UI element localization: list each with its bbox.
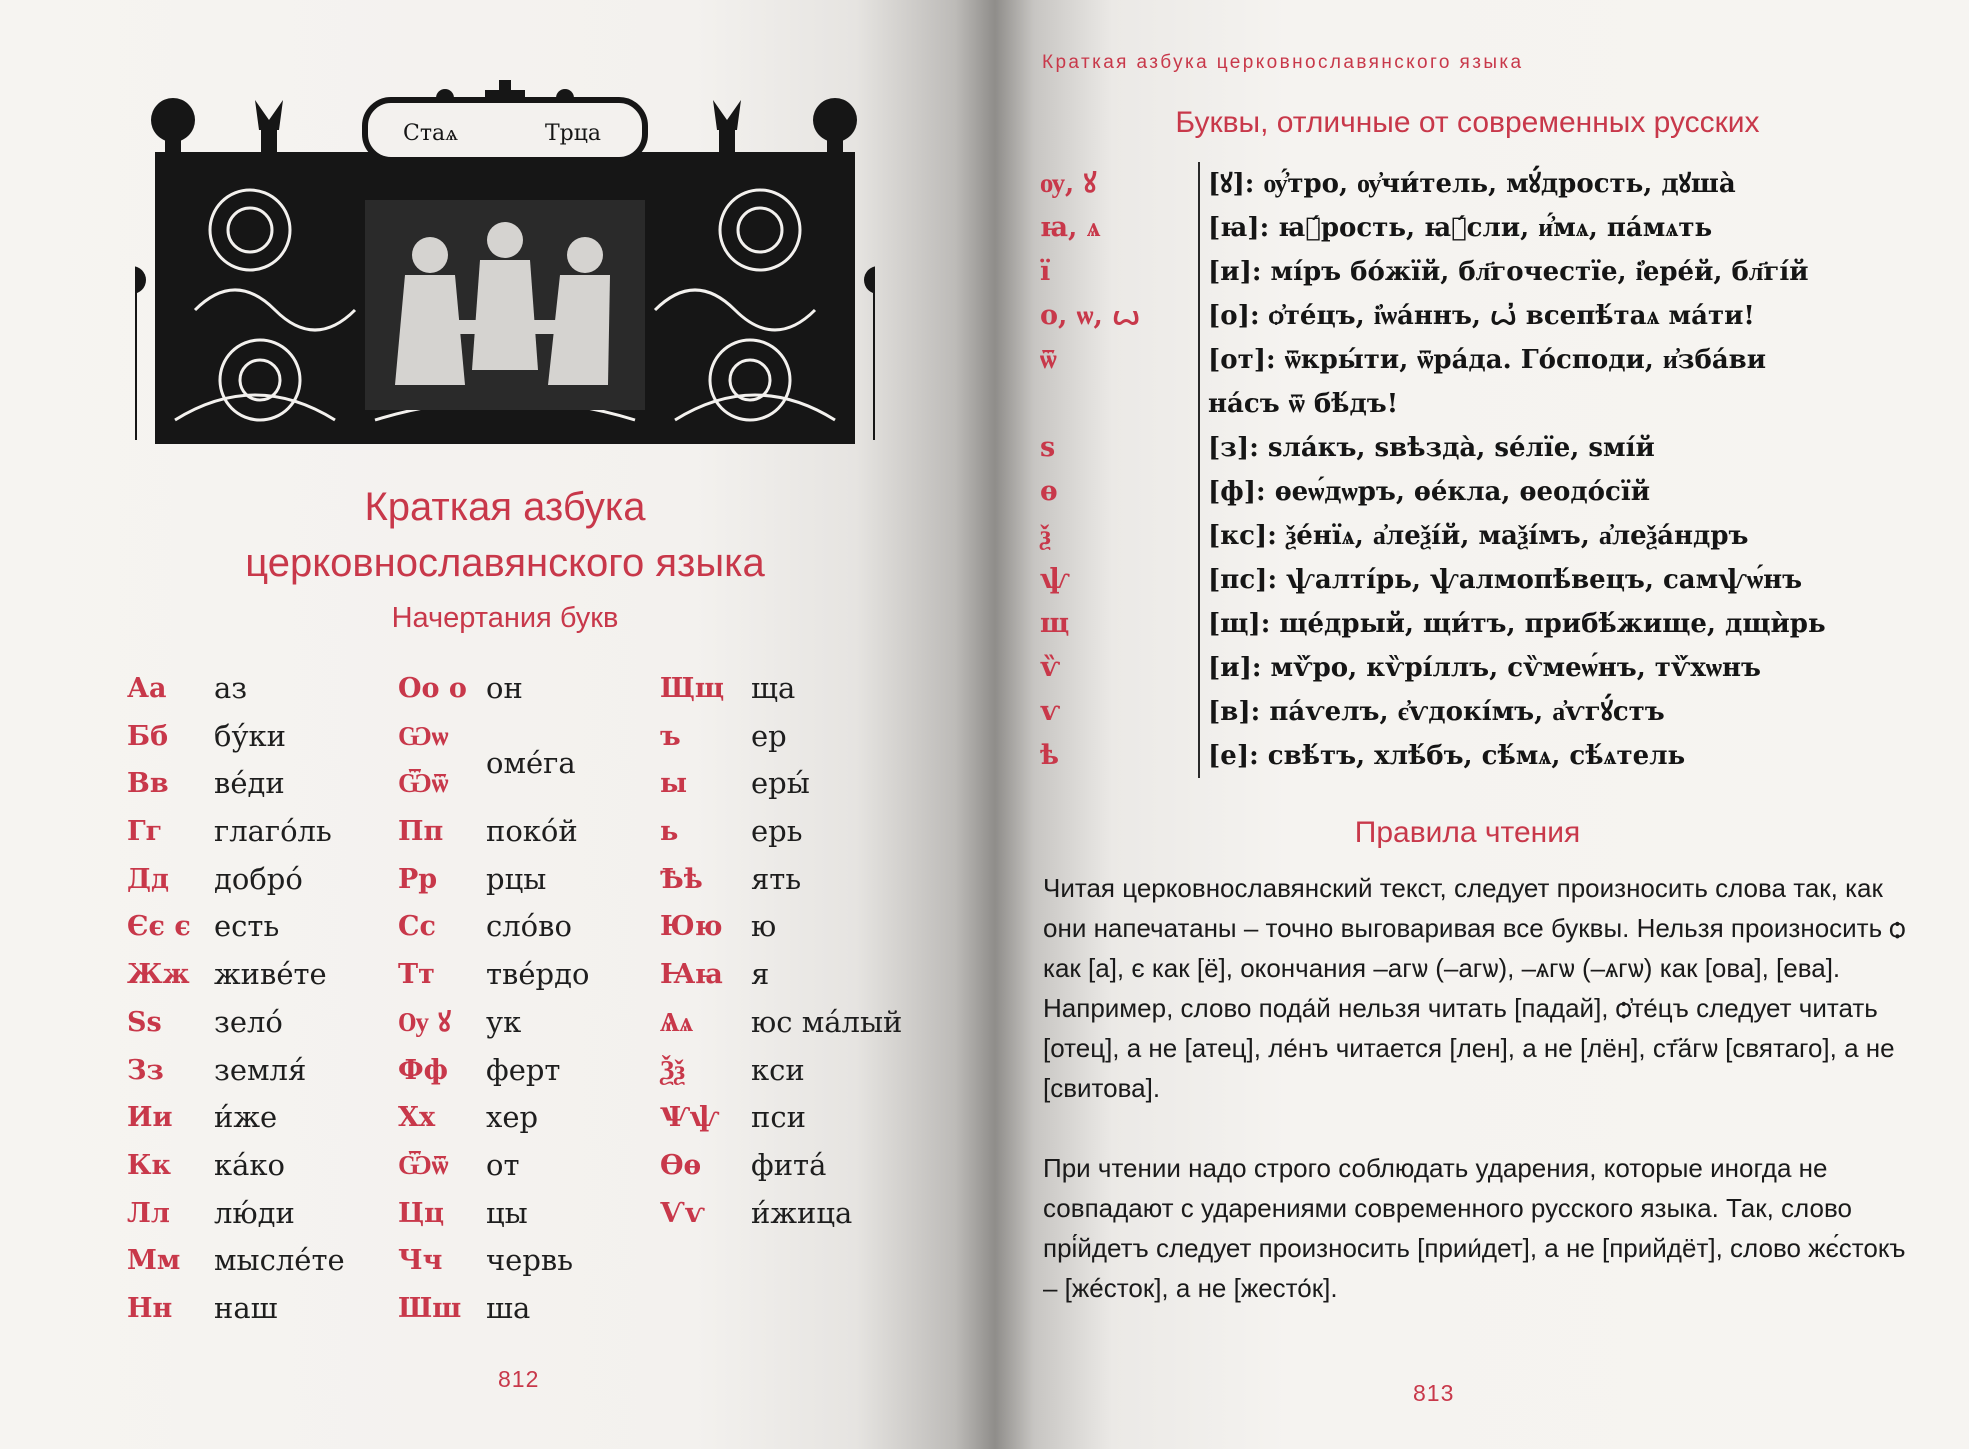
letter-name: мысле́те <box>214 1243 345 1278</box>
letter-glyph: Мм <box>127 1245 181 1277</box>
letter-glyph: Юю <box>660 911 723 943</box>
letter-examples: [в]: па́ѵелъ, є҆ѵдокі́мъ, а҆ѵгꙋ́стъ <box>1198 690 1920 734</box>
alphabet-row <box>660 760 920 808</box>
letter-glyph: о, ѡ, ꙍ <box>1040 300 1141 331</box>
letter-name: живе́те <box>214 957 327 992</box>
alphabet-row <box>398 1047 648 1095</box>
letter-name: пси <box>751 1100 806 1135</box>
letter-examples: [е]: свѣ́тъ, хлѣ́бъ, сѣ́мѧ, сѣ́ѧтель <box>1198 734 1920 778</box>
section-title-letters: Буквы, отличные от современных русских <box>1175 106 1760 139</box>
letter-examples: [кс]: ѯе́нїѧ, а҆леѯі́й, маѯі́мъ, а҆леѯа́ндръ <box>1198 514 1920 558</box>
alphabet-row <box>398 1094 648 1142</box>
alphabet-row <box>398 1285 648 1333</box>
letter-name: ка́ко <box>214 1147 285 1182</box>
alphabet-row <box>398 903 648 951</box>
letter-name: глаго́ль <box>214 814 332 849</box>
alphabet-row <box>398 740 648 800</box>
letter-glyph: Хх <box>398 1102 436 1134</box>
alphabet-row <box>127 856 387 904</box>
alphabet-row <box>398 1237 648 1285</box>
alphabet-row <box>127 713 387 761</box>
letter-glyph: Бб <box>127 720 169 752</box>
letter-name: ер <box>751 718 787 753</box>
letter-glyph: Ѹ ꙋ <box>398 1006 451 1038</box>
alphabet-row <box>660 808 920 856</box>
letter-name: рцы <box>486 861 547 896</box>
page-title-line-1: Краткая азбука <box>364 485 646 529</box>
page-number: 812 <box>498 1366 540 1392</box>
alphabet-row <box>127 1094 387 1142</box>
alphabet-row <box>660 1094 920 1142</box>
letter-glyph: Ѣѣ <box>660 863 703 895</box>
alphabet-row <box>660 1142 920 1190</box>
alphabet-row <box>398 808 648 856</box>
letter-name: ю <box>751 909 777 944</box>
letter-examples: [ф]: ѳеѡ́дѡръ, ѳе́кла, ѳеодо́сїй <box>1198 470 1920 514</box>
letter-name: сло́во <box>486 909 572 944</box>
letter-glyph: Ѧѧ <box>660 1006 693 1038</box>
letter-glyph: Сс <box>398 911 436 943</box>
alphabet-column-3 <box>660 665 920 1237</box>
running-head: Краткая азбука церковнославянского языка <box>1042 52 1524 73</box>
alphabet-row <box>398 951 648 999</box>
letter-name: хер <box>486 1100 539 1135</box>
alphabet-column-2 <box>398 665 648 1333</box>
letter-glyph: ѵ <box>1040 696 1061 727</box>
letter-name: фита́ <box>751 1147 827 1182</box>
letter-glyph: ї <box>1040 256 1051 287</box>
letter-examples: [щ]: ще́дрый, щи́тъ, прибѣ́жище, дщѝрь <box>1198 602 1920 646</box>
alphabet-row <box>660 713 920 761</box>
letter-name: я <box>751 957 770 992</box>
table-row <box>1040 470 1920 514</box>
table-row <box>1040 426 1920 470</box>
letter-name: аз <box>214 671 248 705</box>
table-row <box>1040 250 1920 294</box>
letter-glyph: Тт <box>398 959 435 991</box>
reading-rules-paragraph-1: Читая церковнославянский текст, следует произносить слова так, как они напечатаны – точно выговаривая все буквы. Нельзя произносить ѻ как [а], є как [ё], окончания –агѡ (–агѡ), –ѧгѡ (–ѧгѡ) как [ова], [ева]. Например, слово пода́й нельзя читать [падай], ѻ҆те́цъ следует читать [отец], а не [атец], ле́нъ читается [лен], а не [лён], ст҃а́гѡ [святаго], а не [свитова]. <box>1043 873 1906 1103</box>
letter-glyph: Зз <box>127 1054 164 1086</box>
headpiece-label-right: Трца <box>545 121 602 146</box>
letter-glyph: Дд <box>127 863 170 895</box>
letter-name: наш <box>214 1290 278 1325</box>
alphabet-row <box>660 903 920 951</box>
letter-glyph: Ѕѕ <box>127 1006 162 1038</box>
alphabet-row <box>127 760 387 808</box>
letter-differences-table <box>1040 162 1920 778</box>
alphabet-row <box>127 1142 387 1190</box>
letter-glyph: Аа <box>127 673 167 704</box>
alphabet-row <box>127 1237 387 1285</box>
letter-examples: [и]: мі́ръ бо́жїй, бл҃гочестїе, і҆ере́й, бл҃гі́й <box>1198 250 1920 294</box>
letter-name: ерь <box>751 814 803 849</box>
letter-name: и́жица <box>751 1195 853 1230</box>
letter-name: ферт <box>486 1052 561 1087</box>
letter-glyph: Рр <box>398 863 438 895</box>
table-row <box>1040 690 1920 734</box>
letter-glyph: Вв <box>127 768 169 800</box>
letter-name: добро́ <box>214 861 303 896</box>
letter-name: бу́ки <box>214 718 286 753</box>
letter-glyph: Фф <box>398 1054 448 1086</box>
letter-name: и́же <box>214 1100 278 1135</box>
letter-examples: [з]: ѕла́къ, ѕвѣзда̀, ѕе́лїе, ѕмі́й <box>1198 426 1920 470</box>
alphabet-column-1 <box>127 665 387 1333</box>
alphabet-row <box>660 951 920 999</box>
letter-name: ща <box>751 671 796 705</box>
table-row <box>1040 558 1920 602</box>
letter-name: червь <box>486 1243 574 1278</box>
letter-examples: [ꙗ]: ꙗ҆́рость, ꙗ҆́сли, и҆́мѧ, па́мѧть <box>1198 206 1920 250</box>
letter-glyph: Гг <box>127 816 163 848</box>
letter-glyph: ꙗ, ѧ <box>1040 212 1101 243</box>
alphabet-row <box>398 999 648 1047</box>
letter-glyph: Кк <box>127 1149 172 1181</box>
table-row <box>1040 162 1920 206</box>
letter-name: есть <box>214 909 280 944</box>
letter-name: ять <box>751 861 802 896</box>
letter-name: ук <box>486 1004 522 1039</box>
letter-glyph: ѕ <box>1040 432 1056 463</box>
letter-name: тве́рдо <box>486 957 590 992</box>
alphabet-row <box>127 951 387 999</box>
letter-glyph: ѳ <box>1040 476 1058 507</box>
alphabet-row <box>127 1190 387 1238</box>
alphabet-row <box>398 1142 648 1190</box>
section-title-reading-rules: Правила чтения <box>1354 816 1581 849</box>
letter-glyph: Ии <box>127 1102 173 1134</box>
alphabet-row <box>660 856 920 904</box>
letter-glyph: Чч <box>398 1245 443 1277</box>
letter-glyph: ѱ <box>1040 564 1070 595</box>
letter-glyph: Оо о <box>398 673 467 704</box>
letter-glyph: Цц <box>398 1197 445 1229</box>
letter-glyph: Ѿѿ <box>398 768 449 800</box>
alphabet-row <box>127 808 387 856</box>
letter-glyph: ы <box>660 768 688 800</box>
letter-examples: [от]: ѿкры́ти, ѿра́да. Го́споди, и҆зба́ви на́съ ѿ бѣ́дъ! <box>1198 338 1818 426</box>
letter-name: лю́ди <box>214 1195 295 1230</box>
alphabet-row <box>398 665 648 713</box>
table-row <box>1040 514 1920 558</box>
letter-examples: [о]: ѻ҆те́цъ, і҆ѡа́ннъ, ꙍ҆ всепѣ́таѧ ма́ти! <box>1198 294 1920 338</box>
letter-glyph: Щщ <box>660 673 725 704</box>
letter-glyph: Ѳѳ <box>660 1149 702 1181</box>
letter-name: цы <box>486 1195 528 1230</box>
letter-glyph: Ѱѱ <box>660 1102 720 1134</box>
letter-name: ша <box>486 1290 531 1325</box>
alphabet-row <box>660 1190 920 1238</box>
trinity-engraving-headpiece <box>135 80 875 450</box>
letter-glyph: Лл <box>127 1197 170 1229</box>
table-row <box>1040 294 1920 338</box>
letter-glyph: ѷ <box>1040 652 1061 683</box>
letter-glyph: ѿ <box>1040 344 1057 375</box>
table-row <box>1040 338 1920 426</box>
section-subtitle: Начертания букв <box>391 602 619 634</box>
letter-glyph: Ѵѵ <box>660 1197 705 1229</box>
letter-glyph: Шш <box>398 1292 462 1324</box>
letter-name: он <box>486 671 523 705</box>
letter-glyph: ѣ <box>1040 740 1059 771</box>
letter-name: от <box>486 1147 520 1182</box>
page-title-line-2: церковнославянского языка <box>245 541 765 585</box>
reading-rules-paragraph-2: При чтении надо строго соблюдать ударения, которые иногда не совпадают с ударениями современного русского языка. Так, слово прі́йдетъ следует произносить [прии́дет], а не [прийдёт], слово жє́стокъ – [жéсток], а не [жесто́к]. <box>1043 1153 1906 1303</box>
alphabet-row <box>398 1190 648 1238</box>
table-row <box>1040 602 1920 646</box>
letter-glyph: щ <box>1040 608 1070 639</box>
letter-name: зело́ <box>214 1004 283 1039</box>
letter-examples: [ꙋ]: ѹ҆́тро, ѹ҆чи́тель, мꙋ́дрость, дꙋша̀ <box>1198 162 1920 206</box>
letter-examples: [и]: мѷ́ро, кѷрі́ллъ, сѷмеѡ́нъ, тѷ́хѡнъ <box>1198 646 1920 690</box>
table-row <box>1040 734 1920 778</box>
letter-name: поко́й <box>486 814 578 849</box>
alphabet-row <box>127 1285 387 1333</box>
letter-name: еры́ <box>751 766 810 801</box>
table-row <box>1040 646 1920 690</box>
letter-glyph: ѹ, ꙋ <box>1040 168 1097 199</box>
letter-glyph: Пп <box>398 816 444 848</box>
letter-glyph: Ѡѡ <box>398 720 449 752</box>
letter-examples: [пс]: ѱалті́рь, ѱалмопѣ́вецъ, самѱѡ́нъ <box>1198 558 1920 602</box>
letter-name: ве́ди <box>214 766 285 801</box>
letter-glyph: ѯ <box>1040 520 1051 551</box>
letter-name: земля́ <box>214 1052 307 1087</box>
letter-glyph: ъ <box>660 720 681 752</box>
table-row <box>1040 206 1920 250</box>
alphabet-row <box>127 665 387 713</box>
letter-glyph: Ѿѿ <box>398 1149 449 1181</box>
alphabet-row <box>127 1047 387 1095</box>
alphabet-row <box>660 999 920 1047</box>
letter-glyph: Єє є <box>127 911 191 943</box>
letter-glyph: Ꙗꙗ <box>660 959 723 991</box>
letter-name: оме́га <box>486 746 576 781</box>
letter-glyph: Нн <box>127 1292 173 1324</box>
alphabet-row <box>660 1047 920 1095</box>
alphabet-row <box>398 856 648 904</box>
letter-name: юс ма́лый <box>751 1004 903 1039</box>
letter-glyph: Ѯѯ <box>660 1054 686 1086</box>
letter-glyph: ь <box>660 816 679 848</box>
headpiece-label-left: Стаѧ <box>403 121 459 146</box>
page-number: 813 <box>1413 1380 1455 1406</box>
alphabet-row <box>127 999 387 1047</box>
alphabet-row <box>660 665 920 713</box>
letter-name: кси <box>751 1052 805 1087</box>
alphabet-row <box>127 903 387 951</box>
letter-glyph: Жж <box>127 959 190 991</box>
